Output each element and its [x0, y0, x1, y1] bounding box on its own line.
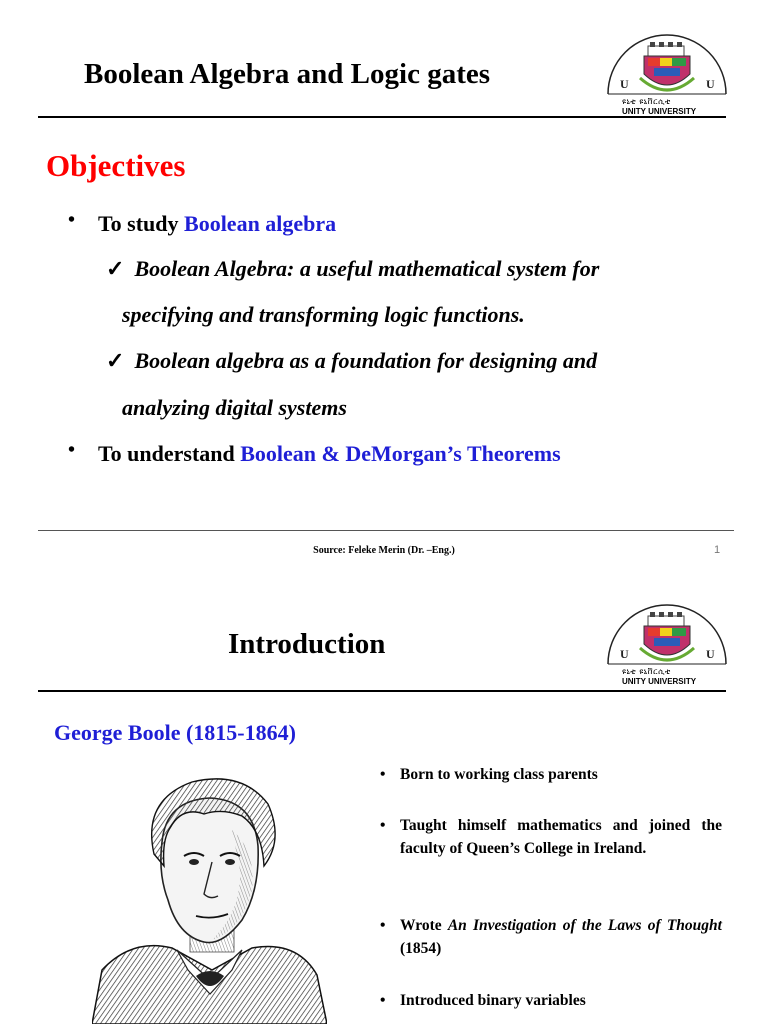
bullet-text: To study	[98, 211, 185, 236]
fact-item	[380, 763, 722, 786]
bullet-dot-icon: •	[380, 917, 386, 934]
subpoint-text: Boolean algebra as a foundation for designing and	[134, 348, 598, 373]
fact-item	[380, 914, 722, 960]
check-mark-icon: ✓	[106, 348, 125, 373]
slide-title: Boolean Algebra and Logic gates	[84, 58, 491, 90]
title-underline	[38, 116, 726, 118]
portrait-engraving-icon	[92, 770, 327, 1024]
fact-text: Introduced binary variables	[400, 992, 586, 1009]
subpoint-1-line-1	[106, 256, 599, 282]
bullet-dot-icon: •	[380, 992, 386, 1009]
university-logo	[604, 30, 730, 118]
check-mark-icon: ✓	[106, 256, 125, 281]
bullet-dot-icon: •	[68, 439, 76, 461]
fact-item	[380, 989, 722, 1012]
fact-text: (1854)	[400, 940, 442, 957]
boolean-algebra-link: Boolean algebra	[184, 211, 337, 236]
fact-text: Taught himself mathematics and joined the faculty of Queen’s College in Ireland.	[400, 817, 722, 857]
svg-text:U: U	[706, 647, 715, 661]
university-logo	[604, 600, 730, 688]
page-number: 1	[714, 544, 721, 556]
subpoint-2-line-1	[106, 348, 597, 374]
slide-title: Introduction	[228, 628, 386, 660]
bullet-study-boolean	[68, 209, 337, 237]
bullet-dot-icon: •	[380, 817, 386, 834]
subpoint-1-line-2: specifying and transforming logic functions.	[122, 302, 525, 327]
fact-item	[380, 814, 722, 860]
logo-university-name: UNITY UNIVERSITY	[622, 677, 697, 686]
bullet-understand-theorems	[68, 439, 561, 467]
title-underline	[38, 690, 726, 692]
fact-text: Born to working class parents	[400, 766, 598, 783]
logo-university-name: UNITY UNIVERSITY	[622, 107, 697, 116]
portrait-engraving	[92, 770, 327, 1024]
objectives-heading: Objectives	[46, 148, 186, 183]
svg-text:U: U	[620, 77, 629, 91]
bullet-dot-icon: •	[380, 766, 386, 783]
svg-text:U: U	[620, 647, 629, 661]
logo-amharic-text: ዩኒቲ ዩኒቨርሲቲ	[622, 97, 671, 106]
subpoint-2-line-2: analyzing digital systems	[122, 395, 347, 420]
george-boole-heading: George Boole (1815-1864)	[54, 720, 296, 745]
fact-text: Wrote	[400, 917, 448, 934]
source-credit: Source: Feleke Merin (Dr. –Eng.)	[313, 545, 455, 556]
bullet-dot-icon: •	[68, 209, 76, 231]
bullet-text: To understand	[98, 441, 241, 466]
logo-amharic-text: ዩኒቲ ዩኒቨርሲቲ	[622, 667, 671, 676]
svg-text:U: U	[706, 77, 715, 91]
theorems-link: Boolean & DeMorgan’s Theorems	[240, 441, 561, 466]
book-title: An Investigation of the Laws of Thought	[447, 917, 722, 934]
subpoint-text: Boolean Algebra: a useful mathematical system for	[134, 256, 600, 281]
footer-divider	[38, 530, 734, 531]
